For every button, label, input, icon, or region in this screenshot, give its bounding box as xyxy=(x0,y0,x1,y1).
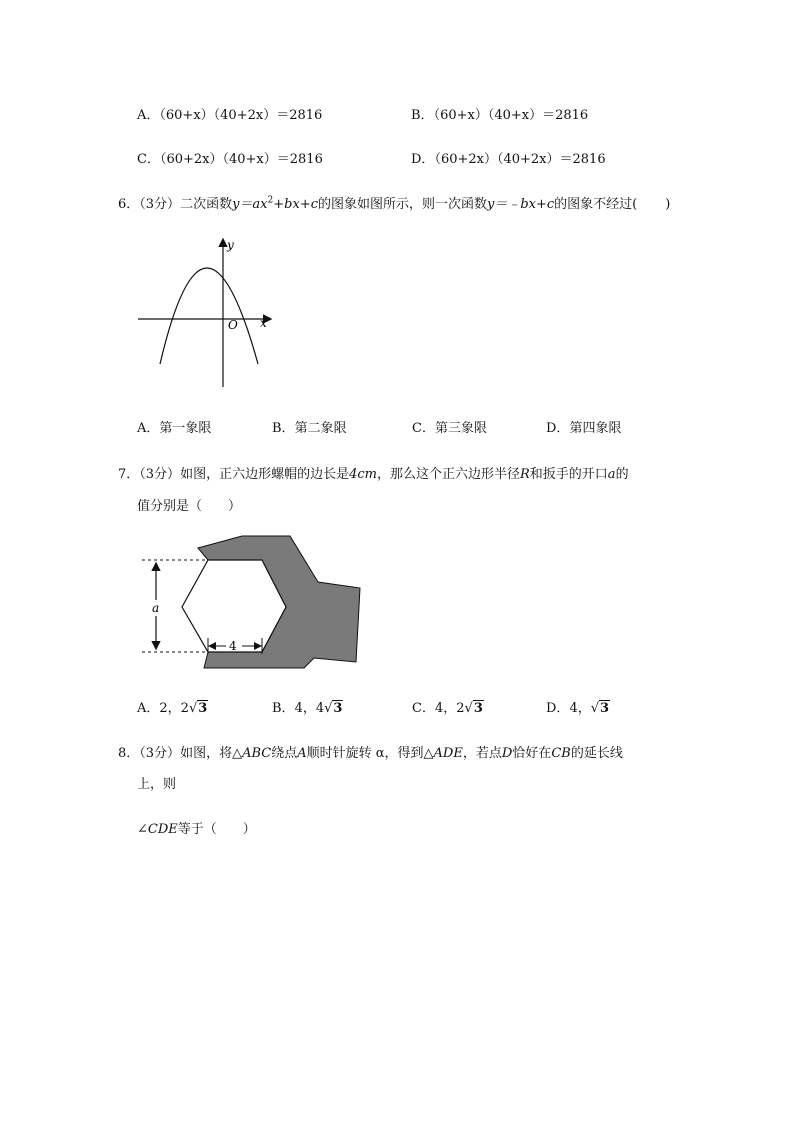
option-text: 第二象限 xyxy=(294,421,347,436)
stem-value: 4cm xyxy=(349,467,377,482)
question-score: （3分） xyxy=(139,746,181,761)
stem-text: 绕点 xyxy=(271,746,298,761)
triangle-abc: ABC xyxy=(242,746,272,761)
q8-stem-line2: 上，则 xyxy=(137,777,177,792)
radicand: 3 xyxy=(198,701,208,716)
q6-option-a xyxy=(137,417,211,436)
option-letter: A． xyxy=(137,108,160,123)
q5-option-d xyxy=(411,148,606,167)
question-number: 6． xyxy=(118,197,140,212)
option-letter: B． xyxy=(272,701,295,716)
stem-text: 如图，正六边形螺帽的边长是 xyxy=(180,467,350,482)
triangle-ade: ADE xyxy=(433,746,463,761)
radicand: 3 xyxy=(333,701,343,716)
q5-option-c xyxy=(137,148,323,167)
question-number: 8． xyxy=(118,746,140,761)
q7-option-b xyxy=(272,697,343,716)
stem-text: 等于（ ） xyxy=(177,822,256,837)
option-text: 第一象限 xyxy=(159,421,212,436)
option-text: （60+x）（40+2x）＝2816 xyxy=(159,108,323,123)
equation: y＝﹣bx+c xyxy=(487,197,555,212)
stem-text: ，若点 xyxy=(462,746,502,761)
stem-text: 的图象不经过( xyxy=(554,197,638,212)
stem-text: 恰好在 xyxy=(512,746,552,761)
stem-text: ，那么这个正六边形半径 xyxy=(376,467,520,482)
segment-cb: CB xyxy=(551,746,571,761)
equation: y＝ax xyxy=(232,197,268,212)
option-letter: D． xyxy=(411,152,435,167)
q7-stem-line1 xyxy=(118,463,629,482)
stem-text: 的延长线 xyxy=(570,746,623,761)
option-letter: A． xyxy=(137,701,160,716)
option-letter: B． xyxy=(272,421,295,436)
q6-stem xyxy=(118,193,670,212)
wrench-figure xyxy=(138,532,368,672)
radicand: 3 xyxy=(473,701,483,716)
option-letter: C． xyxy=(137,152,160,167)
q6-option-c xyxy=(412,417,487,436)
option-letter: C． xyxy=(412,421,435,436)
stem-text: 的 xyxy=(615,467,629,482)
parabola-figure xyxy=(130,232,280,392)
stem-text: 如图，将△ xyxy=(180,746,243,761)
q5-option-b xyxy=(411,104,588,123)
radicand: 3 xyxy=(600,701,610,716)
option-first: 4， xyxy=(294,701,316,716)
point-a: A xyxy=(297,746,307,761)
y-axis-label: y xyxy=(227,238,234,252)
q8-stem-line1 xyxy=(118,742,623,761)
x-axis-label: x xyxy=(260,316,267,330)
stem-text: 二次函数 xyxy=(180,197,233,212)
option-text: （60+2x）（40+2x）＝2816 xyxy=(434,152,606,167)
variable-r: R xyxy=(519,467,530,482)
option-letter: D． xyxy=(546,421,570,436)
q6-option-b xyxy=(272,417,347,436)
q8-stem-line3 xyxy=(137,818,256,837)
q7-option-d xyxy=(546,697,610,716)
option-text: 第四象限 xyxy=(569,421,622,436)
option-first: 4， xyxy=(569,701,591,716)
a-label: a xyxy=(152,601,160,615)
option-text: （60+x）（40+x）＝2816 xyxy=(433,108,589,123)
stem-text: 和扳手的开口 xyxy=(529,467,608,482)
option-text: 第三象限 xyxy=(434,421,487,436)
question-score: （3分） xyxy=(139,197,181,212)
option-first: 2， xyxy=(159,701,181,716)
q7-option-c xyxy=(412,697,484,716)
option-coef: 2 xyxy=(180,701,189,716)
stem-text: ) xyxy=(665,197,671,212)
option-coef: 4 xyxy=(315,701,325,716)
side-label: 4 xyxy=(229,639,237,653)
option-first: 4， xyxy=(434,701,457,716)
origin-label: O xyxy=(228,318,238,332)
sqrt-symbol: √3 xyxy=(324,701,343,716)
sqrt-symbol: √3 xyxy=(464,701,483,716)
equation: +bx+c xyxy=(273,197,318,212)
option-letter: C． xyxy=(412,701,435,716)
option-letter: D． xyxy=(546,701,570,716)
exponent: 2 xyxy=(267,195,274,206)
q5-option-a xyxy=(137,104,322,123)
sqrt-symbol: √3 xyxy=(590,701,610,716)
option-letter: A． xyxy=(137,421,160,436)
point-d: D xyxy=(501,746,513,761)
angle-cde: ∠CDE xyxy=(137,822,178,837)
option-letter: B． xyxy=(411,108,434,123)
question-score: （3分） xyxy=(139,467,181,482)
q7-option-a xyxy=(137,697,208,716)
stem-text: 顺时针旋转 α，得到△ xyxy=(306,746,434,761)
q7-stem-line2: 值分别是（ ） xyxy=(137,499,242,514)
sqrt-symbol: √3 xyxy=(188,701,208,716)
question-number: 7． xyxy=(118,467,140,482)
stem-text: 的图象如图所示，则一次函数 xyxy=(317,197,487,212)
option-coef: 2 xyxy=(456,701,465,716)
option-text: （60+2x）（40+x）＝2816 xyxy=(159,152,323,167)
parabola-curve xyxy=(160,268,258,364)
variable-a: a xyxy=(607,467,616,482)
q6-option-d xyxy=(546,417,621,436)
